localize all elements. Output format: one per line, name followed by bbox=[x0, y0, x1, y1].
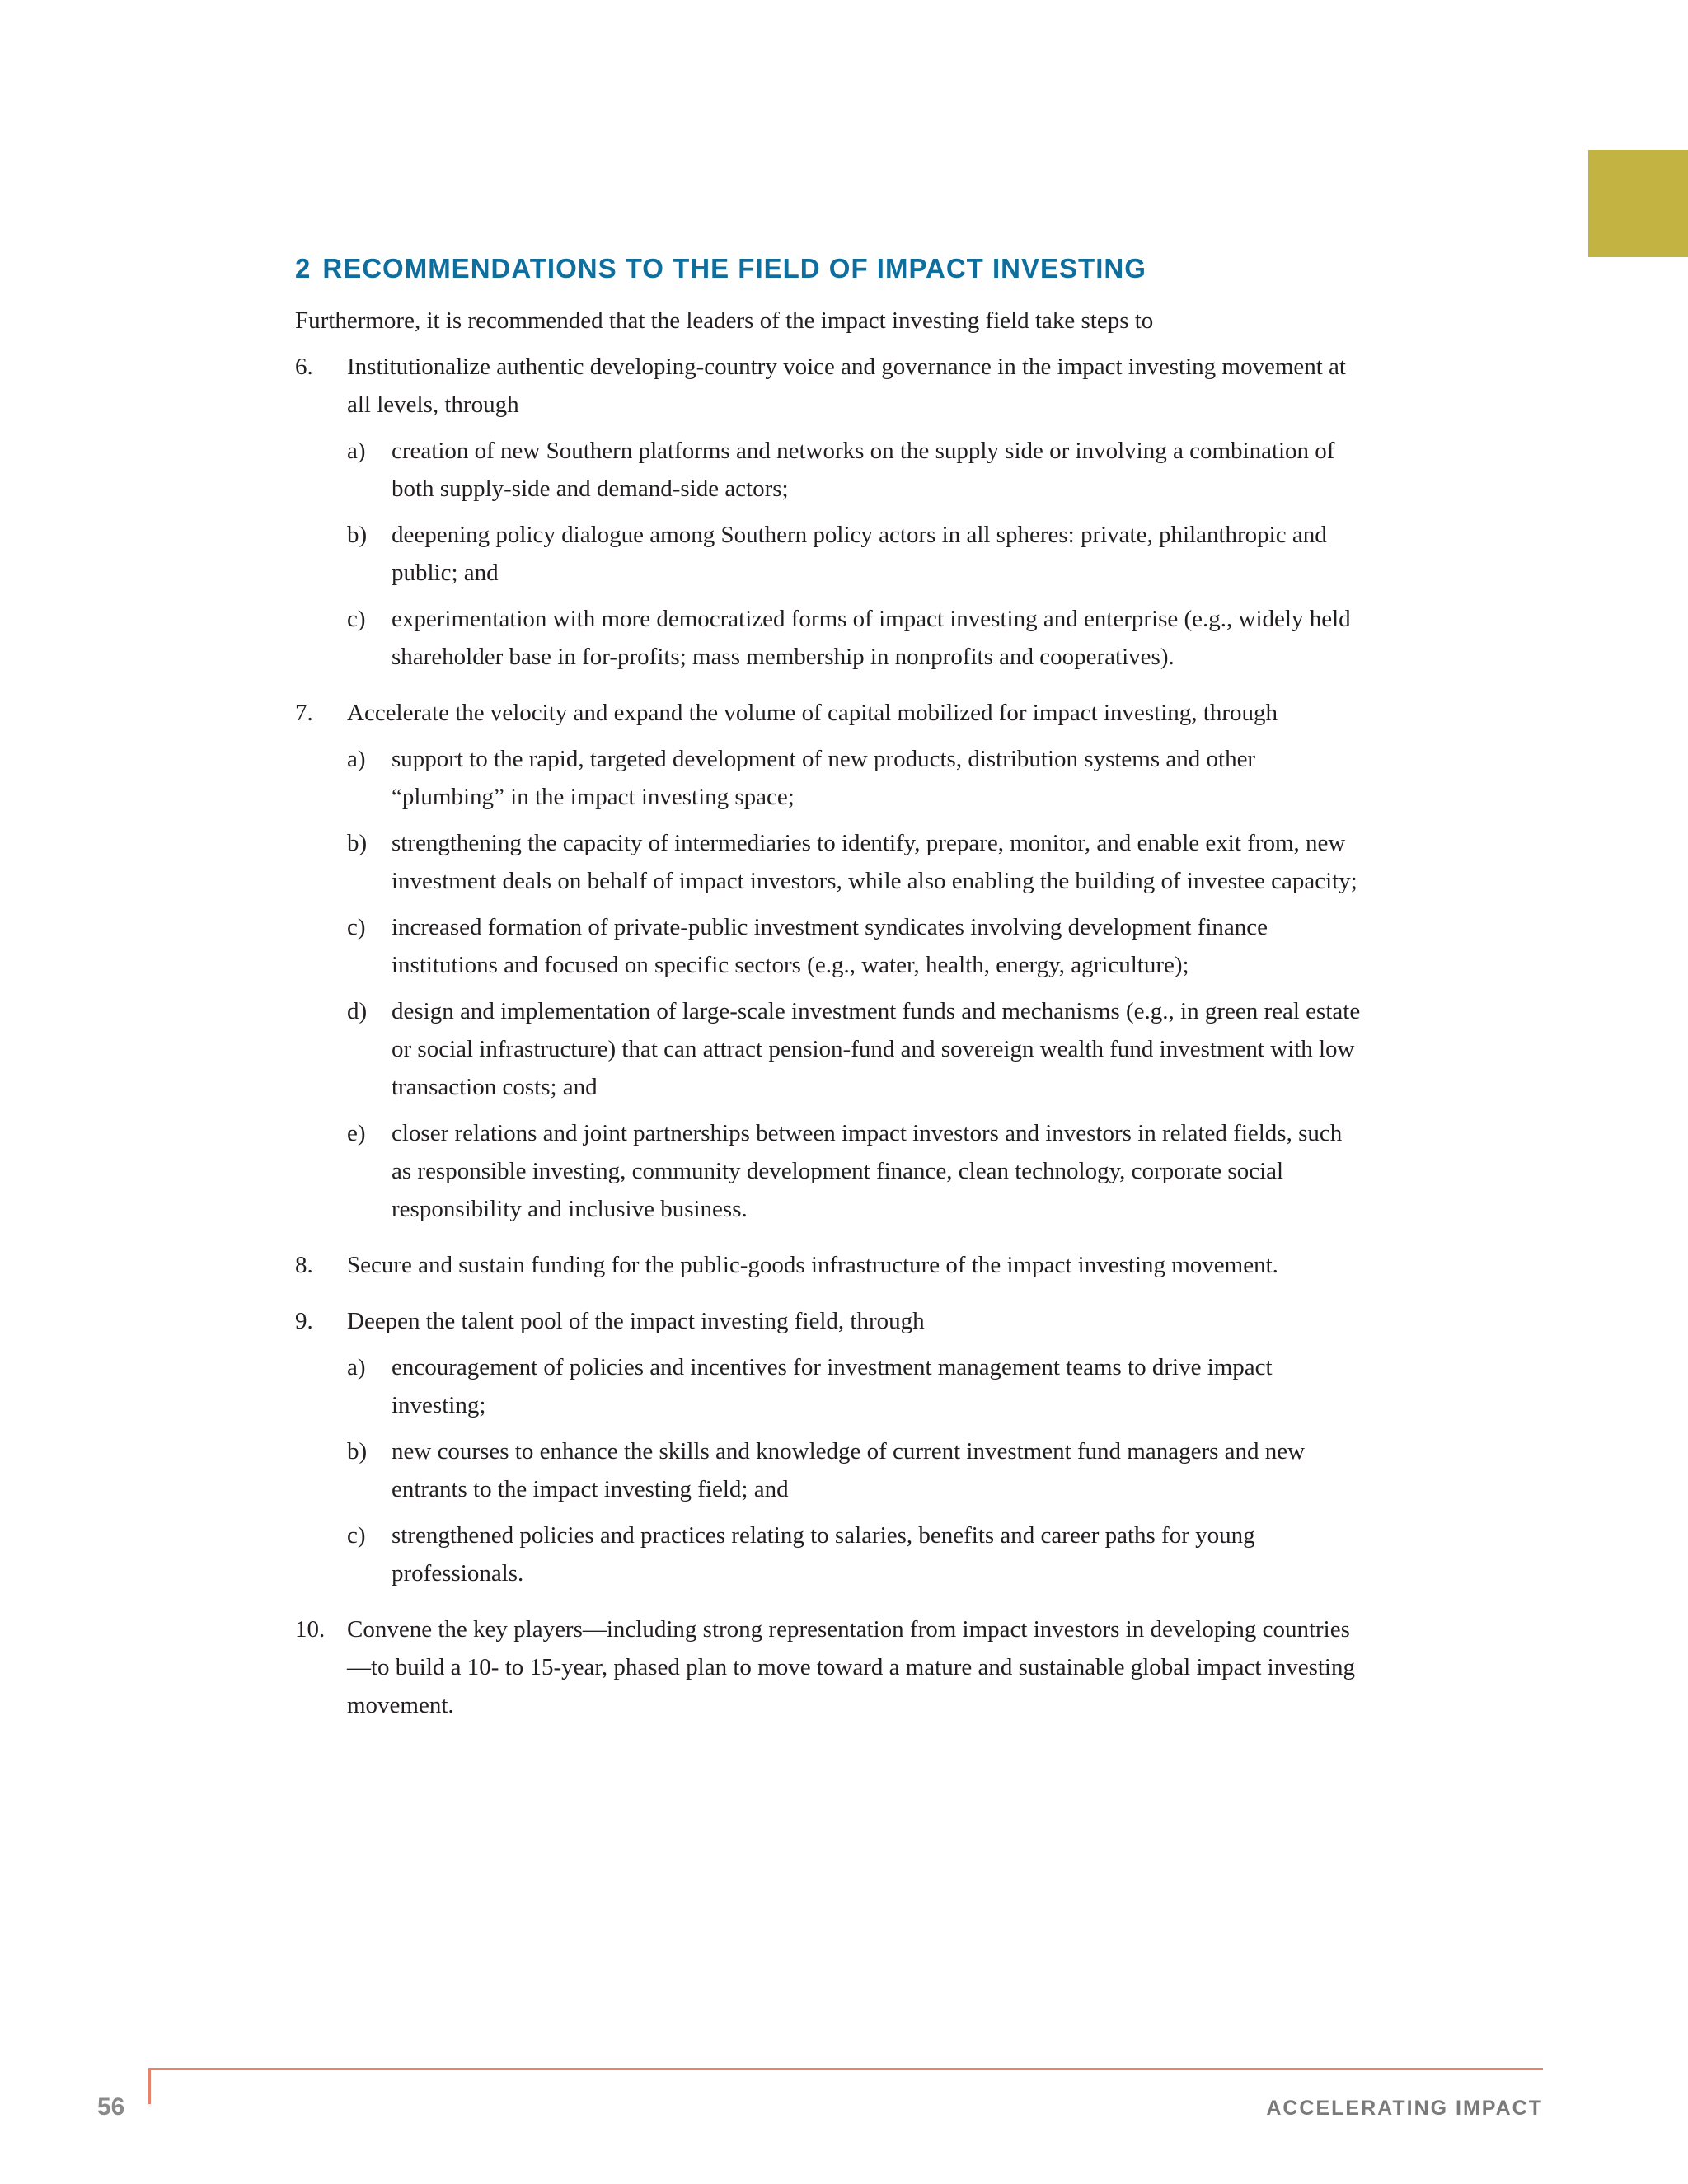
sub-item-text: strengthening the capacity of intermediaries to identify, prepare, monitor, and enable exit from, new investment deals on behalf of impact investors, while also enabling the building of investee capacity; bbox=[392, 830, 1357, 894]
sub-item-letter: c) bbox=[347, 606, 366, 632]
sub-item bbox=[347, 432, 1367, 508]
item-text: Institutionalize authentic developing-country voice and governance in the impact investing movement at all levels, through bbox=[347, 354, 1346, 418]
footer-rule bbox=[148, 2068, 1543, 2070]
section-intro: Furthermore, it is recommended that the leaders of the impact investing field take steps to bbox=[295, 307, 1154, 334]
sub-item-text: creation of new Southern platforms and networks on the supply side or involving a combination of both supply-side and demand-side actors; bbox=[392, 438, 1335, 502]
sub-item-letter: b) bbox=[347, 830, 368, 856]
page-content bbox=[295, 251, 1367, 1742]
item-text: Deepen the talent pool of the impact investing field, through bbox=[347, 1308, 925, 1334]
sub-item-text: deepening policy dialogue among Southern policy actors in all spheres: private, philanthropic and public; and bbox=[392, 522, 1327, 586]
sub-item bbox=[347, 992, 1367, 1106]
sub-item-letter: b) bbox=[347, 1438, 368, 1465]
sub-item-letter: c) bbox=[347, 914, 366, 940]
sub-item-text: new courses to enhance the skills and knowledge of current investment fund managers and new entrants to the impact investing field; and bbox=[392, 1438, 1306, 1502]
section-number: 2 bbox=[295, 253, 312, 284]
item-number: 6. bbox=[295, 354, 313, 380]
sub-item-text: experimentation with more democratized forms of impact investing and enterprise (e.g., widely held shareholder base in for-profits; mass membership in nonprofits and cooperatives). bbox=[392, 606, 1351, 670]
sub-item-text: closer relations and joint partnerships between impact investors and investors in related fields, such as responsible investing, community development finance, clean technology, corporate social responsibility and inclusive business. bbox=[392, 1120, 1343, 1222]
sub-item-text: support to the rapid, targeted development of new products, distribution systems and other “plumbing” in the impact investing space; bbox=[392, 746, 1256, 810]
item-number: 9. bbox=[295, 1308, 313, 1334]
chapter-tab-marker bbox=[1588, 150, 1688, 257]
sub-item-letter: a) bbox=[347, 438, 366, 464]
sub-item bbox=[347, 600, 1367, 676]
list-item bbox=[295, 1302, 1367, 1592]
sub-item-letter: a) bbox=[347, 1354, 366, 1380]
sub-item bbox=[347, 908, 1367, 984]
sub-item bbox=[347, 516, 1367, 592]
running-title: ACCELERATING IMPACT bbox=[1266, 2097, 1543, 2120]
sub-item bbox=[347, 1348, 1367, 1424]
sub-item-letter: a) bbox=[347, 746, 366, 772]
sub-item bbox=[347, 1432, 1367, 1508]
list-item bbox=[295, 694, 1367, 1228]
item-text: Secure and sustain funding for the public-goods infrastructure of the impact investing movement. bbox=[347, 1252, 1278, 1278]
list-item bbox=[295, 348, 1367, 676]
item-number: 8. bbox=[295, 1252, 313, 1278]
sub-item-letter: e) bbox=[347, 1120, 366, 1146]
sub-item-letter: d) bbox=[347, 998, 368, 1024]
item-number: 7. bbox=[295, 700, 313, 726]
sub-item bbox=[347, 824, 1367, 900]
sub-list bbox=[347, 740, 1367, 1228]
sub-list bbox=[347, 1348, 1367, 1592]
sub-item-letter: b) bbox=[347, 522, 368, 548]
sub-item-text: encouragement of policies and incentives for investment management teams to drive impact investing; bbox=[392, 1354, 1273, 1418]
section-heading bbox=[295, 251, 1367, 287]
sub-item-text: design and implementation of large-scale investment funds and mechanisms (e.g., in green real estate or social infrastructure) that can attract pension-fund and sovereign wealth fund investment with low transaction costs; and bbox=[392, 998, 1361, 1100]
list-item bbox=[295, 1246, 1367, 1284]
sub-list bbox=[347, 432, 1367, 676]
section-title: RECOMMENDATIONS TO THE FIELD OF IMPACT INVESTING bbox=[322, 253, 1146, 284]
recommendation-list bbox=[295, 348, 1367, 1724]
item-number: 10. bbox=[295, 1616, 326, 1643]
list-item bbox=[295, 1610, 1367, 1724]
sub-item-letter: c) bbox=[347, 1522, 366, 1549]
sub-item bbox=[347, 740, 1367, 816]
footer-rule-corner bbox=[148, 2068, 151, 2104]
page-number: 56 bbox=[97, 2093, 125, 2121]
sub-item bbox=[347, 1516, 1367, 1592]
item-text: Convene the key players—including strong representation from impact investors in developing countries—to build a 10- to 15-year, phased plan to move toward a mature and sustainable global impact investing movement. bbox=[347, 1616, 1355, 1718]
sub-item-text: strengthened policies and practices relating to salaries, benefits and career paths for young professionals. bbox=[392, 1522, 1255, 1586]
sub-item-text: increased formation of private-public investment syndicates involving development finance institutions and focused on specific sectors (e.g., water, health, energy, agriculture); bbox=[392, 914, 1268, 978]
item-text: Accelerate the velocity and expand the volume of capital mobilized for impact investing, through bbox=[347, 700, 1278, 726]
sub-item bbox=[347, 1114, 1367, 1228]
